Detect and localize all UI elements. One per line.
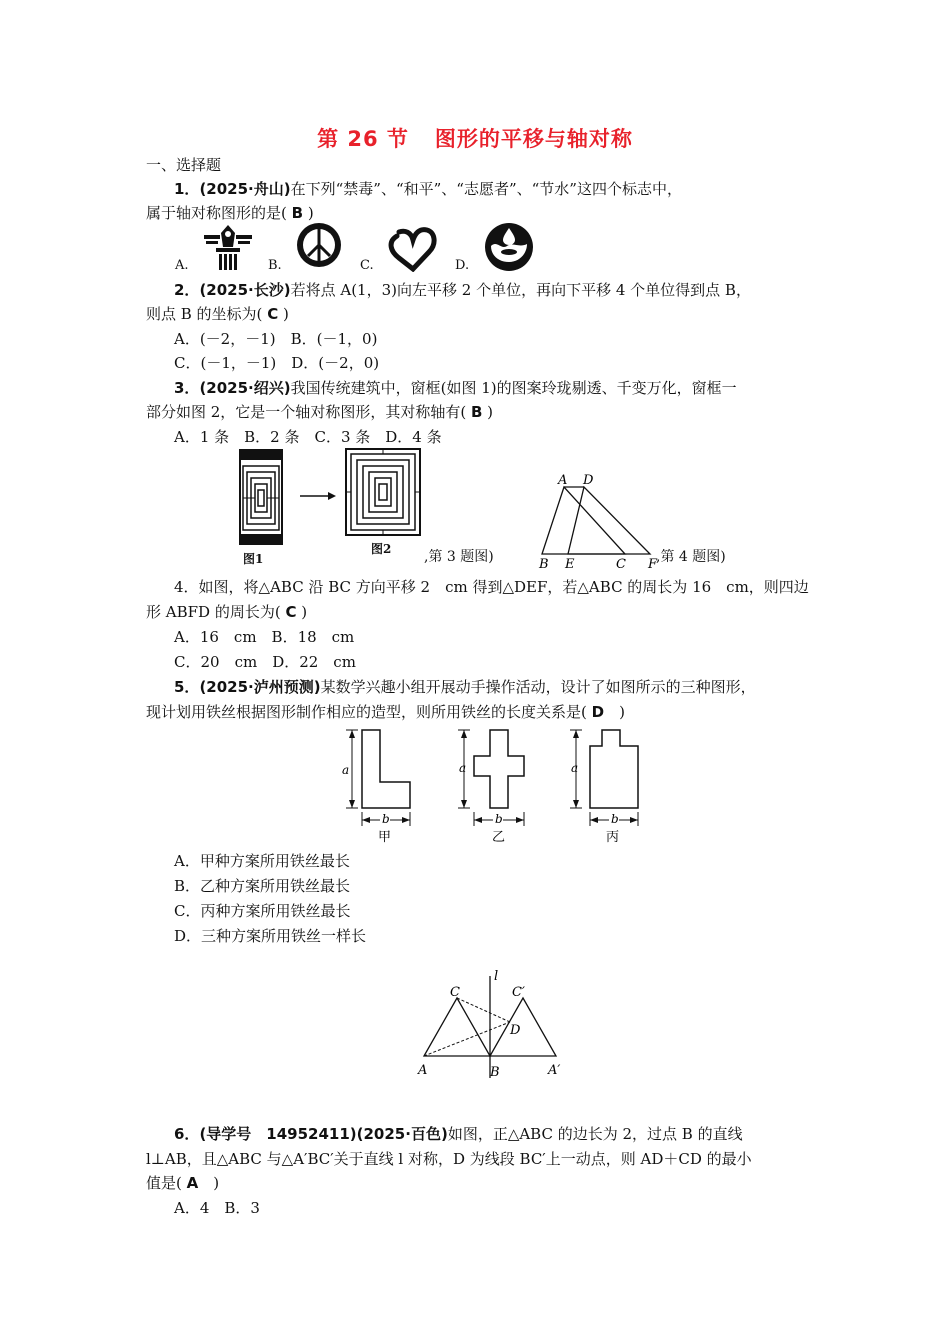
q6-number: 6． [174, 1125, 200, 1143]
section-title: 图形的平移与轴对称 [434, 127, 633, 151]
q6-line3 [146, 1173, 219, 1193]
anti-drug-logo-icon [202, 222, 254, 272]
peace-logo-icon [296, 222, 342, 268]
q1-number: 1． [174, 180, 200, 198]
q6-label-C: C [450, 985, 460, 1000]
q6-text-3: 值是( [146, 1174, 182, 1192]
q5-yi-caption: 乙 [492, 830, 506, 845]
q5-option-c: C．丙种方案所用铁丝最长 [174, 902, 351, 920]
q4-line1: 4．如图，将△ABC 沿 BC 方向平移 2 cm 得到△DEF，若△ABC 的周长为 16 cm，则四边 [174, 578, 809, 596]
q5-bing-caption: 丙 [606, 830, 620, 845]
q6-answer: A [186, 1174, 199, 1192]
section-heading: 一、选择题 [146, 156, 222, 174]
q1-opt-b: B. [268, 258, 282, 273]
q5-figure-bing [564, 726, 654, 846]
q2-number: 2． [174, 281, 200, 299]
q5-figure-jia [340, 726, 430, 846]
q1-line1 [174, 179, 682, 199]
q5-number: 5． [174, 678, 200, 696]
q6-label-l: l [494, 969, 499, 984]
q3-paren: ) [487, 403, 494, 421]
q4-figure-caption: ,第 4 题图) [656, 549, 726, 565]
q5-figure-yi [452, 726, 542, 846]
q4-label-F: F [648, 557, 658, 570]
q4-text-2: 形 ABFD 的周长为( [146, 603, 281, 621]
q2-paren: ) [283, 305, 289, 323]
arrow-right-icon [298, 490, 338, 502]
volunteer-heart-logo-icon [385, 222, 441, 272]
q3-text: 我国传统建筑中，窗框(如图 1)的图案玲珑剔透、千变万化，窗框一 [290, 379, 737, 397]
q2-text: 若将点 A(1，3)向左平移 2 个单位，再向下平移 4 个单位得到点 B， [290, 281, 751, 299]
q6-source: (导学号 14952411)(2025·百色) [199, 1125, 448, 1143]
q6-text: 如图，正△ABC 的边长为 2，过点 B 的直线 [447, 1125, 743, 1143]
q1-opt-a: A. [175, 258, 189, 273]
q4-label-C: C [616, 557, 626, 570]
q2-text-2: 则点 B 的坐标为( [146, 305, 263, 323]
q5-line1 [174, 677, 756, 697]
section-number: 第 26 节 [317, 127, 409, 151]
q3-figure-caption: ,第 3 题图) [424, 549, 494, 565]
q1-answer: B [291, 204, 304, 222]
q5-answer: D [591, 703, 605, 721]
q4-label-E: E [565, 557, 575, 570]
q6-figure [410, 966, 580, 1086]
q1-source: (2025·舟山) [199, 180, 291, 198]
water-saving-logo-icon [483, 222, 535, 272]
q2-options-1: A．(－2，－1) B．(－1，0) [174, 330, 378, 348]
q6-line2: l⊥AB，且△ABC 与△A′BC′关于直线 l 对称，D 为线段 BC′上一动点，则 AD＋CD 的最小 [146, 1150, 752, 1168]
q5-jia-caption: 甲 [378, 830, 392, 845]
q6-label-A-prime: A′ [548, 1063, 561, 1078]
q4-line2 [146, 602, 307, 622]
q2-options-2: C．(－1，－1) D．(－2，0) [174, 354, 380, 372]
q3-source: (2025·绍兴) [199, 379, 291, 397]
q3-answer: B [470, 403, 483, 421]
q6-label-D: D [510, 1023, 521, 1038]
q5-line2 [146, 702, 625, 722]
q5-option-d: D．三种方案所用铁丝一样长 [174, 927, 367, 945]
fig1-caption: 图1 [243, 552, 264, 566]
q5-text-2: 现计划用铁丝根据图形制作相应的造型，则所用铁丝的长度关系是( [146, 703, 587, 721]
q4-options-1: A．16 cm B．18 cm [174, 628, 355, 646]
q5-source: (2025·泸州预测) [199, 678, 321, 696]
q5-jia-label-b: b [382, 812, 390, 826]
q3-number: 3． [174, 379, 200, 397]
page-title [0, 123, 950, 153]
q4-options-2: C．20 cm D．22 cm [174, 653, 356, 671]
q5-yi-label-b: b [495, 812, 503, 826]
q2-line2 [146, 304, 289, 324]
q5-yi-label-a: a [459, 761, 467, 775]
q3-text-2: 部分如图 2，它是一个轴对称图形，其对称轴有( [146, 403, 467, 421]
fig2-caption: 图2 [371, 542, 392, 556]
q5-jia-label-a: a [342, 763, 350, 777]
q1-text-2: 属于轴对称图形的是( [146, 204, 287, 222]
q1-opt-d: D. [455, 258, 470, 273]
q4-label-A: A [558, 473, 568, 488]
q5-text: 某数学兴趣小组开展动手操作活动，设计了如图所示的三种图形， [320, 678, 756, 696]
q2-answer: C [267, 305, 279, 323]
window-frame-figure-1 [236, 448, 286, 548]
q5-option-b: B．乙种方案所用铁丝最长 [174, 877, 351, 895]
q5-option-a: A．甲种方案所用铁丝最长 [174, 852, 350, 870]
q3-line1 [174, 378, 737, 398]
q1-opt-c: C. [360, 258, 374, 273]
q2-line1 [174, 280, 751, 300]
q4-figure [530, 470, 670, 570]
q4-answer: C [285, 603, 297, 621]
q5-paren: ) [619, 703, 625, 721]
q6-options: A．4 B．3 [174, 1199, 260, 1217]
q6-line1 [174, 1124, 743, 1144]
q5-bing-label-a: a [571, 761, 579, 775]
q6-label-A: A [418, 1063, 428, 1078]
q6-label-B: B [490, 1065, 500, 1080]
q2-source: (2025·长沙) [199, 281, 291, 299]
q4-label-D: D [583, 473, 594, 488]
q5-bing-label-b: b [611, 812, 619, 826]
q1-text: 在下列“禁毒”、“和平”、“志愿者”、“节水”这四个标志中， [290, 180, 682, 198]
q3-options: A．1 条 B．2 条 C．3 条 D．4 条 [174, 428, 442, 446]
q4-label-B: B [539, 557, 549, 570]
q1-paren: ) [307, 204, 314, 222]
q4-paren: ) [301, 603, 308, 621]
q6-paren: ) [213, 1174, 220, 1192]
window-frame-figure-2 [344, 447, 422, 537]
q1-line2 [146, 203, 314, 223]
q3-line2 [146, 402, 493, 422]
q6-label-C-prime: C′ [512, 985, 525, 1000]
